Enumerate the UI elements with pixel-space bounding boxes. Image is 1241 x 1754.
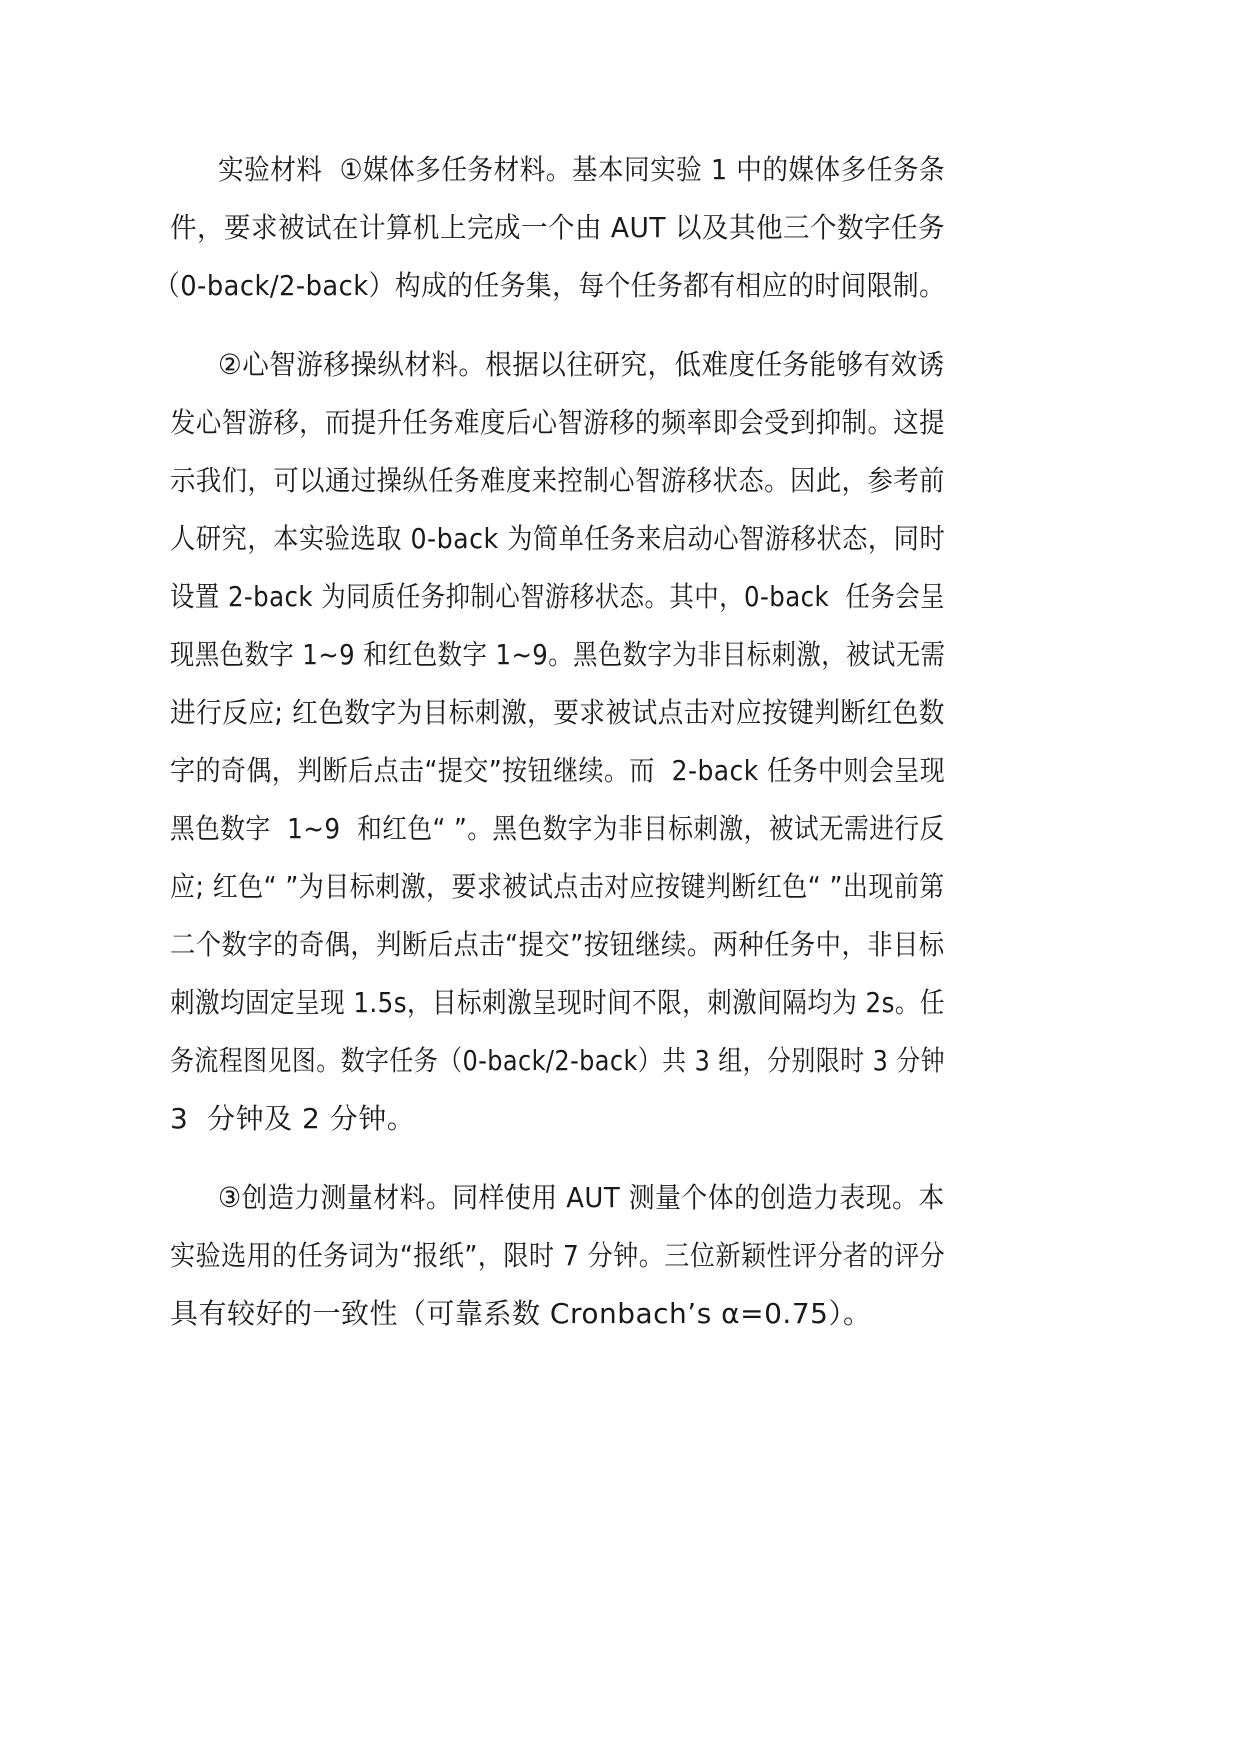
paragraph-line: 应; 红色“ ”为目标刺激，要求被试点击对应按键判断红色“ ”出现前第 — [170, 870, 945, 903]
paragraph-line: 刺激均固定呈现 1.5s，目标刺激呈现时间不限，刺激间隔均为 2s。任 — [170, 986, 945, 1019]
paragraph-line: 字的奇偶，判断后点击“提交”按钮继续。而 2-back 任务中则会呈现 — [170, 754, 946, 787]
paragraph-line: 具有较好的一致性（可靠系数 Cronbach’s α=0.75）。 — [170, 1297, 872, 1330]
paragraph-line: 现黑色数字 1~9 和红色数字 1~9。黑色数字为非目标刺激，被试无需 — [170, 638, 946, 671]
paragraph-line: 3 分钟及 2 分钟。 — [170, 1102, 416, 1135]
paragraph-line: 发心智游移，而提升任务难度后心智游移的频率即会受到抑制。这提 — [170, 406, 945, 439]
paragraph-line: 实验材料 ①媒体多任务材料。基本同实验 1 中的媒体多任务条 — [218, 153, 946, 186]
paragraph-line: ③创造力测量材料。同样使用 AUT 测量个体的创造力表现。本 — [218, 1181, 945, 1214]
paragraph-line: 务流程图见图。数字任务（0-back/2-back）共 3 组，分别限时 3 分钟 — [170, 1044, 946, 1077]
paragraph-line: 二个数字的奇偶，判断后点击“提交”按钮继续。两种任务中，非目标 — [170, 928, 945, 961]
paragraph-line: 黑色数字 1~9 和红色“ ”。黑色数字为非目标刺激，被试无需进行反 — [170, 812, 945, 845]
paragraph-line: 设置 2-back 为同质任务抑制心智游移状态。其中，0-back 任务会呈 — [170, 580, 945, 613]
paragraph-line: 实验选用的任务词为“报纸”，限时 7 分钟。三位新颖性评分者的评分 — [170, 1239, 946, 1272]
paragraph-line: （0-back/2-back）构成的任务集，每个任务都有相应的时间限制。 — [154, 269, 946, 302]
paragraph-line: 示我们，可以通过操纵任务难度来控制心智游移状态。因此，参考前 — [170, 464, 945, 497]
paragraph-line: 人研究，本实验选取 0-back 为简单任务来启动心智游移状态，同时 — [170, 522, 946, 555]
paragraph-line: ②心智游移操纵材料。根据以往研究，低难度任务能够有效诱 — [218, 348, 945, 381]
paragraph-line: 件，要求被试在计算机上完成一个由 AUT 以及其他三个数字任务 — [170, 211, 946, 244]
paragraph-line: 进行反应; 红色数字为目标刺激，要求被试点击对应按键判断红色数 — [170, 696, 945, 729]
